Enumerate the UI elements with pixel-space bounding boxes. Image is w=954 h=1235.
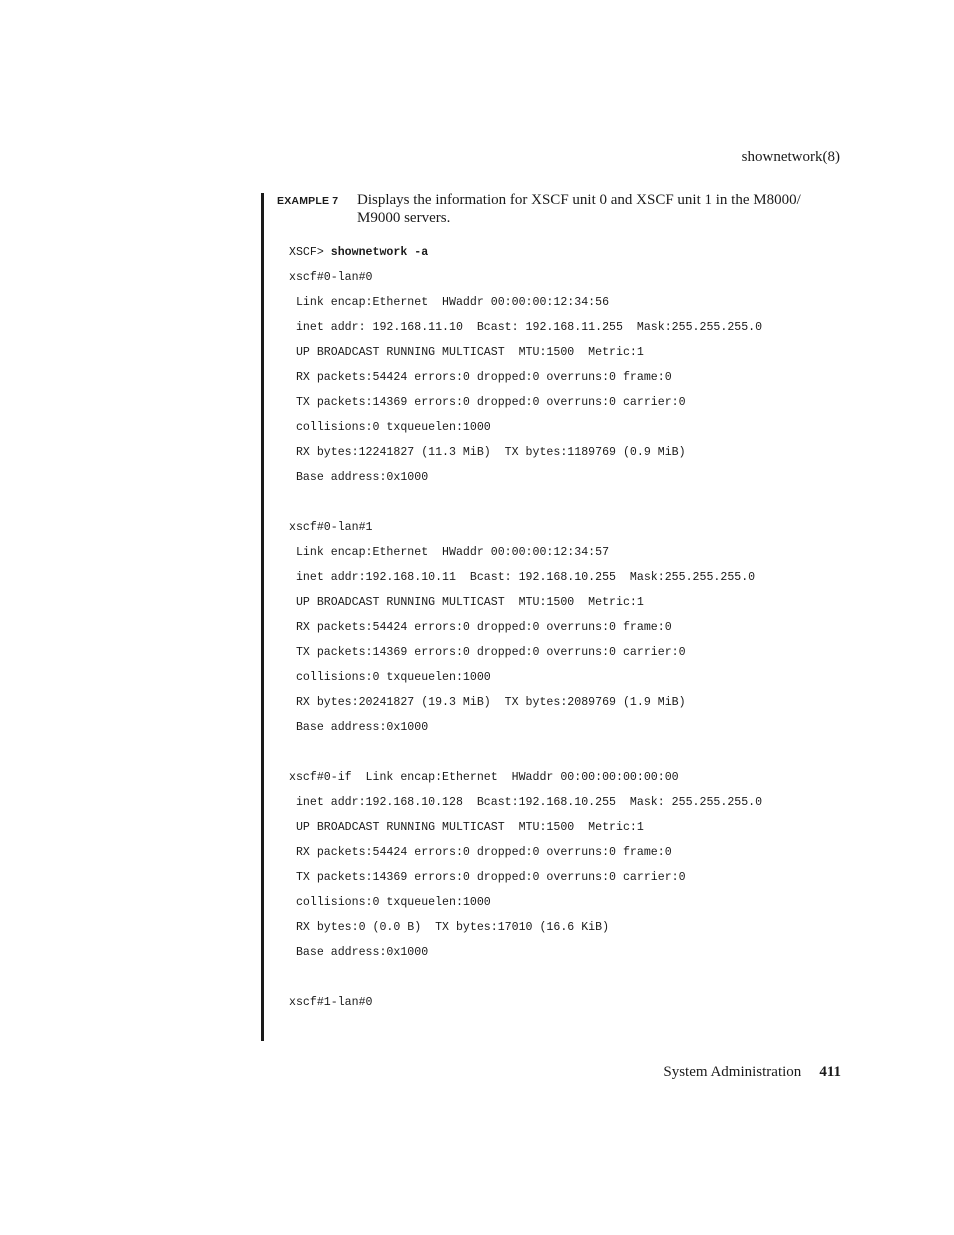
page-footer: [663, 1064, 841, 1081]
code-line: RX bytes:12241827 (11.3 MiB) TX bytes:1189769 (0.9 MiB): [289, 446, 686, 459]
code-line: inet addr: 192.168.11.10 Bcast: 192.168.11.255 Mask:255.255.255.0: [289, 321, 763, 334]
code-line: inet addr:192.168.10.128 Bcast:192.168.10.255 Mask: 255.255.255.0: [289, 796, 763, 809]
code-line: collisions:0 txqueuelen:1000: [289, 421, 491, 434]
code-block: [289, 243, 762, 1018]
footer-section-title: System Administration: [663, 1064, 802, 1080]
code-line: [289, 968, 762, 993]
page-number: 411: [819, 1064, 841, 1080]
code-line: Base address:0x1000: [289, 946, 429, 959]
code-line: Link encap:Ethernet HWaddr 00:00:00:12:34:56: [289, 296, 610, 309]
code-line: RX bytes:0 (0.0 B) TX bytes:17010 (16.6 KiB): [289, 921, 610, 934]
code-line: TX packets:14369 errors:0 dropped:0 overruns:0 carrier:0: [289, 871, 686, 884]
code-line: collisions:0 txqueuelen:1000: [289, 896, 491, 909]
code-line: UP BROADCAST RUNNING MULTICAST MTU:1500 Metric:1: [289, 596, 644, 609]
code-line: TX packets:14369 errors:0 dropped:0 overruns:0 carrier:0: [289, 396, 686, 409]
code-line: collisions:0 txqueuelen:1000: [289, 671, 491, 684]
code-line: xscf#0-lan#1: [289, 521, 373, 534]
code-line: RX bytes:20241827 (19.3 MiB) TX bytes:2089769 (1.9 MiB): [289, 696, 686, 709]
code-line: inet addr:192.168.10.11 Bcast: 192.168.10.255 Mask:255.255.255.0: [289, 571, 756, 584]
code-line: Base address:0x1000: [289, 471, 429, 484]
code-line: RX packets:54424 errors:0 dropped:0 overruns:0 frame:0: [289, 846, 672, 859]
code-line: xscf#0-if Link encap:Ethernet HWaddr 00:00:00:00:00:00: [289, 771, 679, 784]
code-line: UP BROADCAST RUNNING MULTICAST MTU:1500 Metric:1: [289, 346, 644, 359]
command-line: [289, 243, 762, 268]
code-line: RX packets:54424 errors:0 dropped:0 overruns:0 frame:0: [289, 371, 672, 384]
code-line: Base address:0x1000: [289, 721, 429, 734]
code-line: TX packets:14369 errors:0 dropped:0 overruns:0 carrier:0: [289, 646, 686, 659]
running-header: shownetwork(8): [741, 149, 840, 165]
prompt: XSCF>: [289, 246, 331, 259]
example-label: EXAMPLE 7: [277, 195, 339, 207]
code-line: xscf#1-lan#0: [289, 996, 373, 1009]
code-line: [289, 743, 762, 768]
command: shownetwork -a: [330, 246, 429, 259]
code-line: RX packets:54424 errors:0 dropped:0 overruns:0 frame:0: [289, 621, 672, 634]
code-line: Link encap:Ethernet HWaddr 00:00:00:12:34:57: [289, 546, 610, 559]
example-caption: Displays the information for XSCF unit 0 and XSCF unit 1 in the M8000/ M9000 servers.: [357, 192, 801, 226]
code-line: [289, 493, 762, 518]
code-line: xscf#0-lan#0: [289, 271, 373, 284]
code-line: UP BROADCAST RUNNING MULTICAST MTU:1500 Metric:1: [289, 821, 644, 834]
change-bar: [261, 193, 264, 1041]
